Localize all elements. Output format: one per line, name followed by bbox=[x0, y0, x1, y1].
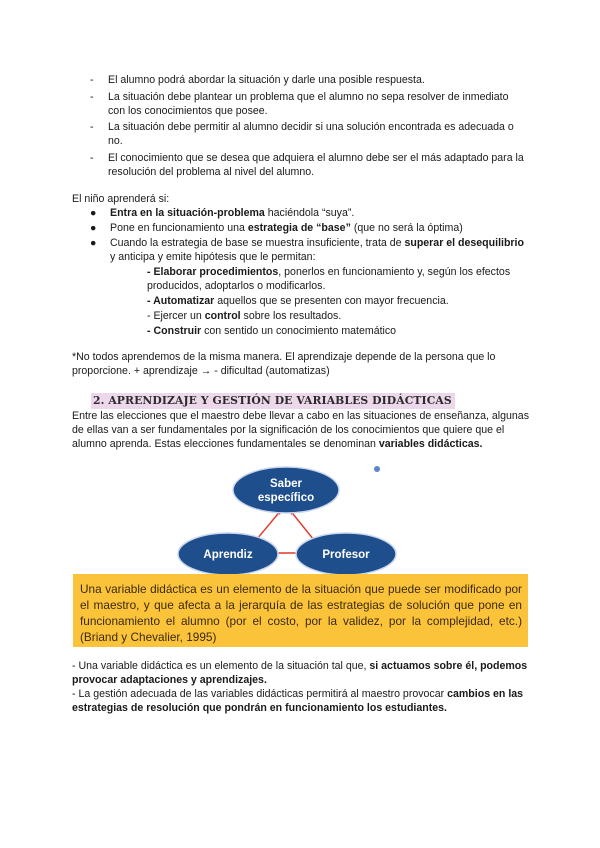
definition-callout: Una variable didáctica es un elemento de la situación que puede ser modificado por el maestro, y que afecta a la jerarquía de las estrategias de solución que pone en funcionamiento el alumno (por el costo, por la validez, por la complejidad, etc.) (Briand y Chevalier, 1995) bbox=[73, 574, 528, 647]
learning-bullets bbox=[88, 206, 528, 339]
node-profesor-label: Profesor bbox=[322, 549, 370, 561]
list-item: - La situación debe permitir al alumno decidir si una solución encontrada es adecuada o no. bbox=[88, 120, 528, 148]
conclusion-paragraph: - La gestión adecuada de las variables didácticas permitirá al maestro provocar cambios en las estrategias de resolución que pondrán en funcionamiento los estudiantes. bbox=[72, 688, 524, 714]
node-saber bbox=[233, 467, 339, 513]
list-item: - Ejercer un control sobre los resultados. bbox=[147, 310, 342, 322]
bullet-icon: ● bbox=[90, 222, 97, 234]
node-saber-line1: Saber bbox=[270, 478, 302, 490]
node-aprendiz-label: Aprendiz bbox=[203, 549, 253, 561]
list-item: - Automatizar aquellos que se presenten con mayor frecuencia. bbox=[147, 295, 449, 307]
list-item: ● Cuando la estrategia de base se muestra insuficiente, trata de superar el desequilibrio y anticipa y emite hipótesis que le permitan: - Elaborar procedimientos, ponerlos en funcionamiento y, según los efectos producidos, adoptarlos o modificarlos. - Automatizar aquellos que se presenten con mayor frecuencia. - Ejercer un control sobre los resultados. - Construir con sentido un conocimiento matemático bbox=[88, 236, 528, 338]
bullet-icon: ● bbox=[90, 237, 97, 249]
conditions-list bbox=[88, 73, 528, 181]
learning-intro: El niño aprenderá si: bbox=[72, 193, 170, 205]
node-profesor bbox=[296, 533, 396, 575]
bullet-icon: ● bbox=[90, 207, 97, 219]
didactic-triangle-diagram bbox=[170, 463, 400, 578]
list-item: - Elaborar procedimientos, ponerlos en funcionamiento y, según los efectos producidos, adoptarlos o modificarlos. bbox=[147, 266, 511, 292]
node-aprendiz bbox=[178, 533, 278, 575]
list-item: ● Pone en funcionamiento una estrategia de “base” (que no será la óptima) bbox=[90, 222, 463, 234]
hypothesis-sublist bbox=[147, 265, 528, 338]
list-item: - Construir con sentido un conocimiento matemático bbox=[147, 325, 397, 337]
decorative-dot-icon bbox=[374, 466, 380, 472]
list-item: ● Entra en la situación-problema haciéndola “suya”. bbox=[90, 207, 355, 219]
conclusion-paragraph: - Una variable didáctica es un elemento de la situación tal que, si actuamos sobre él, podemos provocar adaptaciones y aprendizajes. bbox=[72, 660, 528, 686]
list-item: - El conocimiento que se desea que adquiera el alumno debe ser el más adaptado para la resolución del problema al nivel del alumno. bbox=[88, 151, 528, 179]
section-heading: 2. APRENDIZAJE Y GESTIÓN DE VARIABLES DIDÁCTICAS bbox=[91, 393, 455, 409]
list-item: - El alumno podrá abordar la situación y darle una posible respuesta. bbox=[88, 73, 528, 87]
node-saber-line2: específico bbox=[257, 492, 315, 504]
conclusion-block bbox=[72, 659, 534, 715]
learning-note: *No todos aprendemos de la misma manera. El aprendizaje depende de la persona que lo proporcione. + aprendizaje → - dificultad (automatizas) bbox=[72, 351, 496, 377]
intro-paragraph: Entre las elecciones que el maestro debe llevar a cabo en las situaciones de enseñanza, algunas de ellas van a ser fundamentales por la significación de los conocimientos que quiere que el alumno aprenda. Estas elecciones fundamentales se denominan variables didácticas. bbox=[72, 410, 530, 450]
list-item: - La situación debe plantear un problema que el alumno no sepa resolver de inmediato con los conocimientos que posee. bbox=[88, 90, 528, 118]
